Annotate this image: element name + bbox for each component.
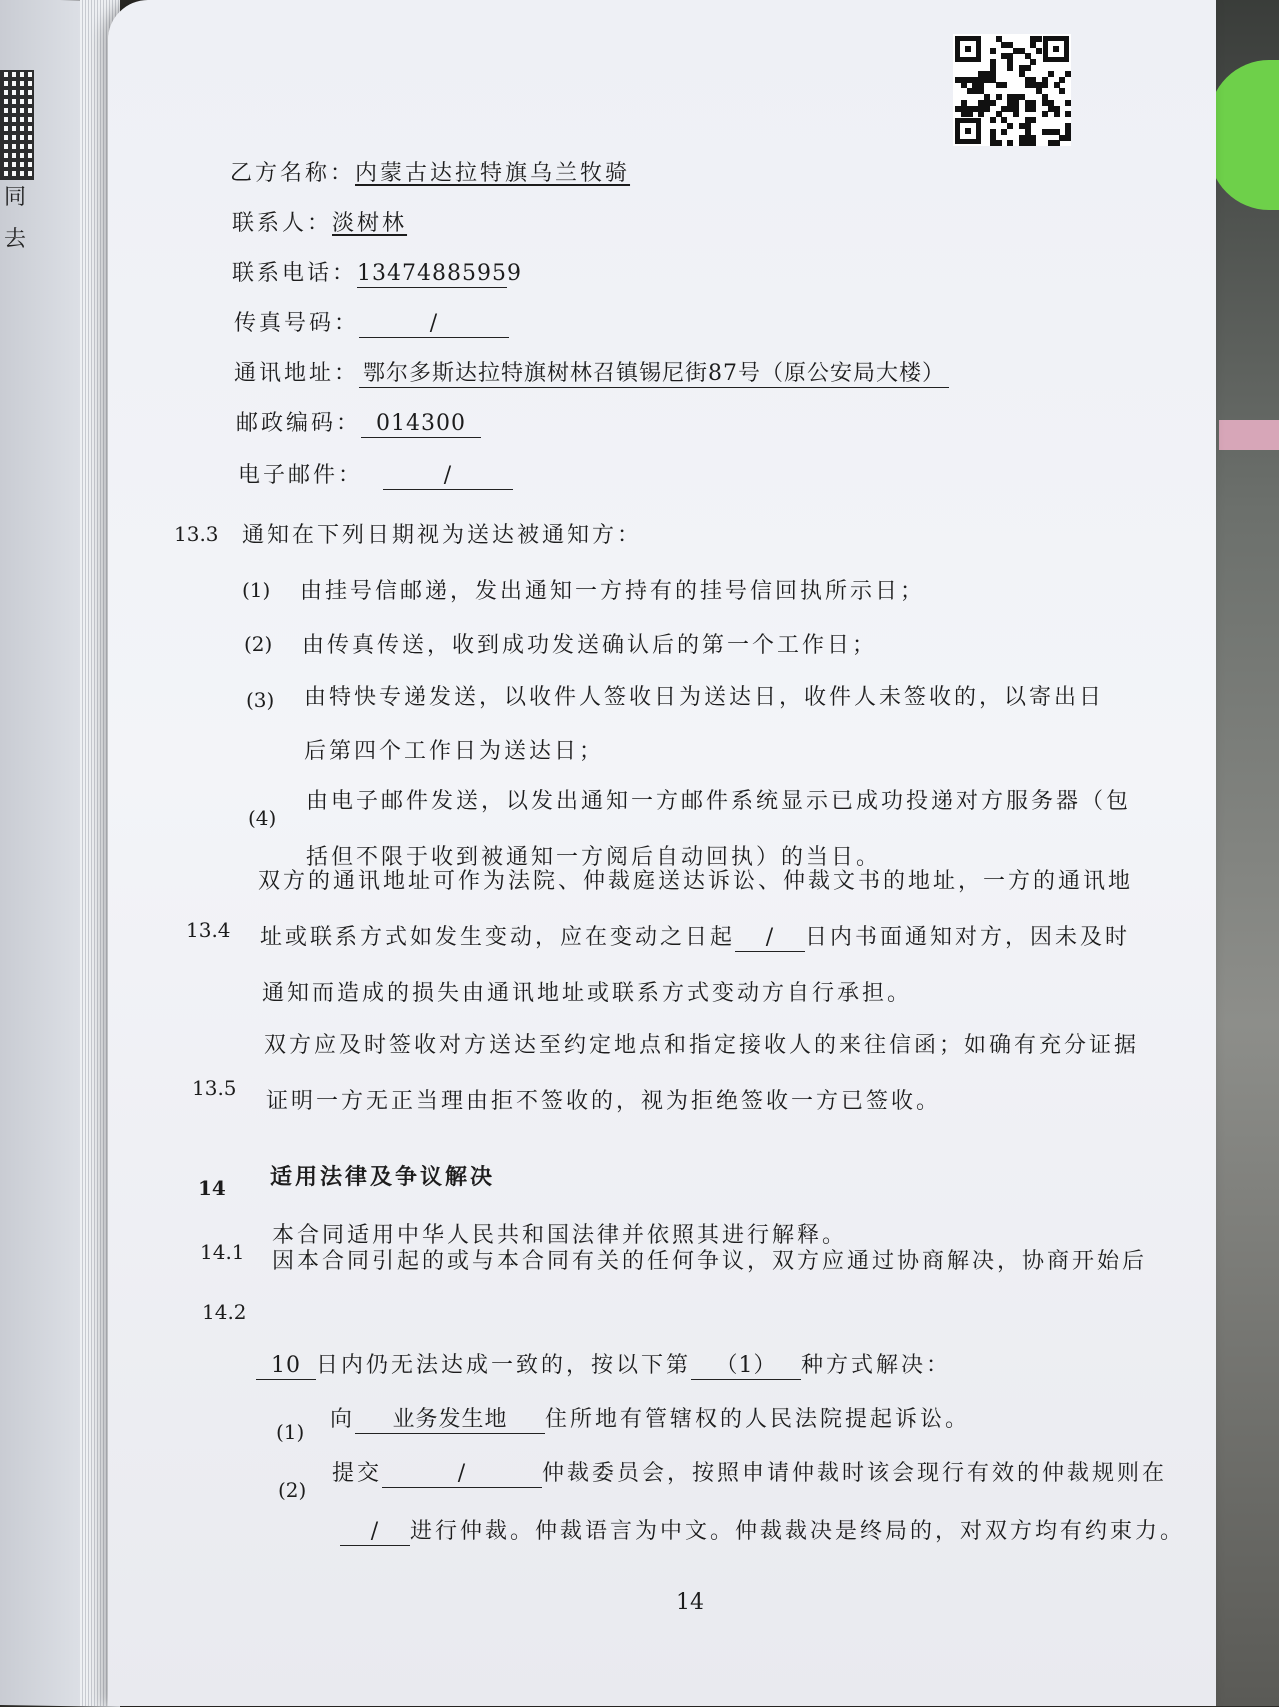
clause-number: 14.2 xyxy=(202,1300,247,1324)
section-number: 14 xyxy=(198,1176,226,1200)
clause-14-2-line3-end: 种方式解决： xyxy=(801,1353,952,1378)
email-value: / xyxy=(383,463,513,490)
fax-label: 传真号码： xyxy=(234,311,360,336)
party-b-name-value: 内蒙古达拉特旗乌兰牧骑 xyxy=(355,161,631,186)
option-1-fill: 业务发生地 xyxy=(355,1407,545,1434)
option-2-text xyxy=(332,1456,1167,1488)
option-number: (2) xyxy=(278,1478,307,1502)
postcode-label: 邮政编码： xyxy=(236,411,362,436)
address-row xyxy=(234,356,949,388)
page-number: 14 xyxy=(676,1590,704,1615)
notice-days-fill: / xyxy=(735,925,805,952)
contact-row xyxy=(232,206,407,237)
left-page-char: 同 xyxy=(4,185,27,210)
clause-14-1-text: 本合同适用中华人民共和国法律并依照其进行解释。 xyxy=(272,1223,848,1248)
option-1-a: 向 xyxy=(330,1407,356,1432)
item-number: (1) xyxy=(242,578,271,602)
option-2-line2-b: 进行仲裁。仲裁语言为中文。仲裁裁决是终局的，对双方均有约束力。 xyxy=(410,1519,1186,1544)
option-2-line2 xyxy=(340,1514,1185,1546)
option-1-b: 住所地有管辖权的人民法院提起诉讼。 xyxy=(545,1407,971,1432)
clause-14-2-line3 xyxy=(256,1348,951,1380)
clause-13-4-line1: 双方的通讯地址可作为法院、仲裁庭送达诉讼、仲裁文书的地址，一方的通讯地 xyxy=(258,869,1134,894)
document-page xyxy=(108,0,1216,1706)
postcode-value: 014300 xyxy=(361,411,481,438)
clause-13-4-line2-b: 日内书面通知对方，因未及时 xyxy=(805,925,1131,950)
clause-number: 13.5 xyxy=(192,1076,237,1100)
item-text: 由特快专递发送，以收件人签收日为送达日，收件人未签收的，以寄出日 xyxy=(304,685,1105,710)
clause-13-4-line3: 通知而造成的损失由通讯地址或联系方式变动方自行承担。 xyxy=(262,981,913,1006)
item-text-cont: 括但不限于收到被通知一方阅后自动回执）的当日。 xyxy=(306,845,882,870)
item-number: (3) xyxy=(246,688,275,712)
clause-number: 13.3 xyxy=(174,522,219,546)
clause-13-5-line2: 证明一方无正当理由拒不签收的，视为拒绝签收一方已签收。 xyxy=(266,1089,942,1114)
item-text: 由挂号信邮递，发出通知一方持有的挂号信回执所示日； xyxy=(300,579,926,604)
item-text: 由电子邮件发送，以发出通知一方邮件系统显示已成功投递对方服务器（包 xyxy=(306,789,1132,814)
item-number: (4) xyxy=(248,806,277,830)
clause-13-4-line2-a: 址或联系方式如发生变动，应在变动之日起 xyxy=(260,925,736,950)
dispute-choice-fill: （1） xyxy=(691,1353,801,1380)
clause-13-4-line2 xyxy=(260,920,1130,952)
option-2-a: 提交 xyxy=(332,1461,383,1486)
clause-13-5-line1: 双方应及时签收对方送达至约定地点和指定接收人的来往信函；如确有充分证据 xyxy=(264,1033,1140,1058)
clause-number: 14.1 xyxy=(200,1240,245,1264)
party-b-name-label: 乙方名称： xyxy=(230,161,356,186)
left-page-qr-code xyxy=(0,70,34,180)
clause-13-3-text: 通知在下列日期视为送达被通知方： xyxy=(242,523,643,548)
postcode-row xyxy=(236,406,481,438)
fax-value: / xyxy=(359,311,509,338)
item-text-cont: 后第四个工作日为送达日； xyxy=(304,739,605,764)
email-row xyxy=(238,458,513,490)
clause-number: 13.4 xyxy=(186,918,231,942)
page-content xyxy=(108,0,1216,1706)
pink-object xyxy=(1219,420,1279,450)
option-2-line2-fill: / xyxy=(340,1519,410,1546)
left-page-char: 去 xyxy=(4,227,27,252)
phone-value: 13474885959 xyxy=(357,261,522,286)
option-number: (1) xyxy=(276,1420,305,1444)
dispute-days-fill: 10 xyxy=(256,1353,316,1380)
clause-14-2-line3-text: 日内仍无法达成一致的，按以下第 xyxy=(316,1353,692,1378)
clause-14-2-line1: 因本合同引起的或与本合同有关的任何争议，双方应通过协商解决，协商开始后 xyxy=(272,1249,1148,1274)
option-2-fill: / xyxy=(382,1461,542,1488)
item-number: (2) xyxy=(244,632,273,656)
email-label: 电子邮件： xyxy=(238,463,364,488)
item-text: 由传真传送，收到成功发送确认后的第一个工作日； xyxy=(302,633,878,658)
address-label: 通讯地址： xyxy=(234,361,360,386)
party-b-name-row xyxy=(230,156,630,187)
fax-row xyxy=(234,306,509,338)
address-value: 鄂尔多斯达拉特旗树林召镇锡尼街87号（原公安局大楼） xyxy=(359,361,949,388)
option-2-b: 仲裁委员会，按照申请仲裁时该会现行有效的仲裁规则在 xyxy=(542,1461,1168,1486)
option-1-text xyxy=(330,1402,970,1434)
phone-label: 联系电话： xyxy=(232,261,358,286)
contact-label: 联系人： xyxy=(232,211,333,236)
contact-value: 淡树林 xyxy=(332,211,408,236)
phone-row xyxy=(232,256,522,288)
section-title: 适用法律及争议解决 xyxy=(270,1164,496,1190)
